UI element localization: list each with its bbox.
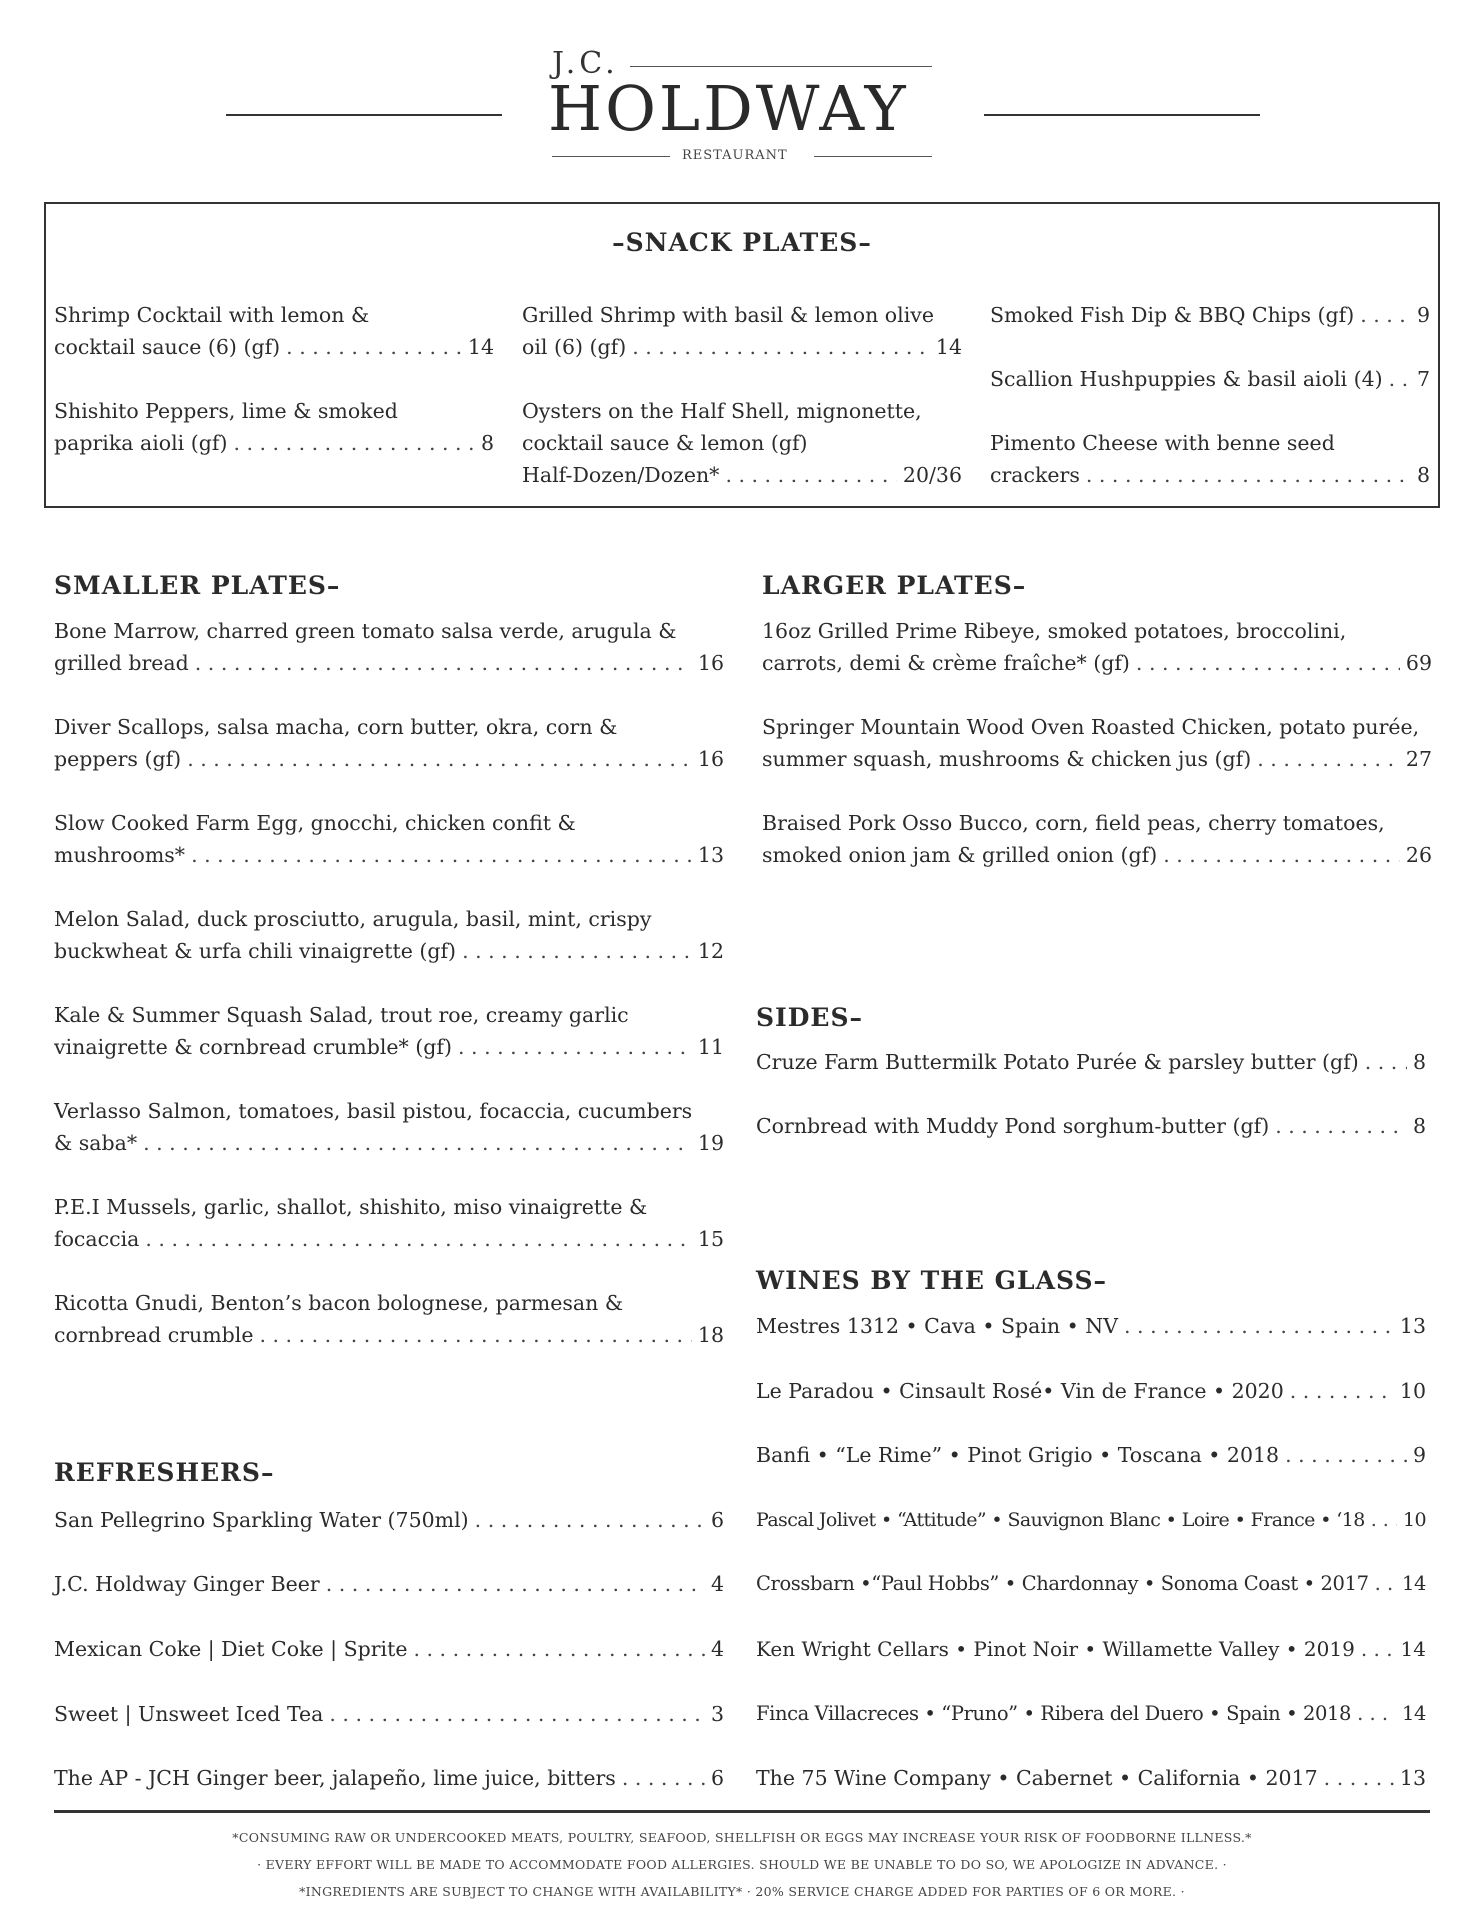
larger-plates-title: LARGER PLATES– xyxy=(762,571,1027,600)
item-price: 4 xyxy=(710,1572,724,1596)
snack-plates-title: –SNACK PLATES– xyxy=(612,228,872,257)
item-price: 6 xyxy=(710,1508,724,1532)
item-price: 9 xyxy=(1416,303,1430,327)
menu-item: The 75 Wine Company • Cabernet • California • 2017 . . . 13 xyxy=(756,1762,1426,1794)
menu-item: Crossbarn •“Paul Hobbs” • Chardonnay • Sonoma Coast • 2017 . . . 14 xyxy=(756,1568,1426,1600)
menu-item: Cornbread with Muddy Pond sorghum-butter (gf) . . . 8 xyxy=(756,1110,1426,1142)
menu-item: Verlasso Salmon, tomatoes, basil pistou, focaccia, cucumbers & saba* . . . 19 xyxy=(54,1095,724,1159)
item-price: 16 xyxy=(697,651,724,675)
menu-item: Mestres 1312 • Cava • Spain • NV . . . 13 xyxy=(756,1310,1426,1342)
footer-note-2: · EVERY EFFORT WILL BE MADE TO ACCOMMODATE FOOD ALLERGIES. SHOULD WE BE UNABLE TO DO SO, WE APOLOGIZE IN ADVANCE. · xyxy=(257,1857,1227,1872)
footer-note-1: *CONSUMING RAW OR UNDERCOOKED MEATS, POULTRY, SEAFOOD, SHELLFISH OR EGGS MAY INCREASE YOUR RISK OF FOODBORNE ILLNESS.* xyxy=(232,1830,1252,1845)
menu-item: Scallion Hushpuppies & basil aioli (4) . . . 7 xyxy=(990,363,1430,395)
smaller-plates-title: SMALLER PLATES– xyxy=(54,571,341,600)
menu-item: 16oz Grilled Prime Ribeye, smoked potatoes, broccolini, carrots, demi & crème fraîche* (gf) . . . 69 xyxy=(762,615,1432,679)
logo-name: HOLDWAY xyxy=(548,72,909,145)
menu-item: Le Paradou • Cinsault Rosé• Vin de France • 2020 . . . 10 xyxy=(756,1375,1426,1407)
item-price: 8 xyxy=(1412,1114,1426,1138)
menu-item: Finca Villacreces • “Pruno” • Ribera del Duero • Spain • 2018 . . . 14 xyxy=(756,1698,1426,1730)
menu-item: Mexican Coke | Diet Coke | Sprite . . . 4 xyxy=(54,1633,724,1665)
logo-subtitle: RESTAURANT xyxy=(682,148,788,163)
item-price: 10 xyxy=(1403,1509,1426,1531)
sides-title: SIDES– xyxy=(756,1003,864,1032)
item-price: 16 xyxy=(697,747,724,771)
footer-divider xyxy=(54,1810,1430,1813)
item-price: 8 xyxy=(480,431,494,455)
menu-item: Smoked Fish Dip & BBQ Chips (gf) . . . 9 xyxy=(990,299,1430,331)
logo-sub-left-rule xyxy=(552,156,670,157)
menu-item: Pimento Cheese with benne seed crackers . . . 8 xyxy=(990,427,1430,491)
item-price: 4 xyxy=(710,1637,724,1661)
item-price: 12 xyxy=(697,939,724,963)
menu-item: Cruze Farm Buttermilk Potato Purée & parsley butter (gf) . . . 8 xyxy=(756,1046,1426,1078)
menu-item: Shrimp Cocktail with lemon & cocktail sauce (6) (gf) . . . 14 xyxy=(54,299,494,363)
item-price: 26 xyxy=(1405,843,1432,867)
menu-item: Oysters on the Half Shell, mignonette, cocktail sauce & lemon (gf) Half-Dozen/Dozen* . . . 20/36 xyxy=(522,395,962,491)
menu-item: The AP - JCH Ginger beer, jalapeño, lime juice, bitters . . . 6 xyxy=(54,1762,724,1794)
logo-right-rule xyxy=(984,114,1260,116)
menu-item: Diver Scallops, salsa macha, corn butter, okra, corn & peppers (gf) . . . 16 xyxy=(54,711,724,775)
menu-item: J.C. Holdway Ginger Beer . . . 4 xyxy=(54,1568,724,1600)
menu-item: Melon Salad, duck prosciutto, arugula, basil, mint, crispy buckwheat & urfa chili vinaigrette (gf) . . . 12 xyxy=(54,903,724,967)
logo-top-rule xyxy=(630,66,932,67)
item-price: 6 xyxy=(710,1766,724,1790)
item-price: 14 xyxy=(935,335,962,359)
logo-sub-right-rule xyxy=(814,156,932,157)
item-price: 10 xyxy=(1399,1379,1426,1403)
item-price: 20/36 xyxy=(902,463,962,487)
refreshers-title: REFRESHERS– xyxy=(54,1458,275,1487)
menu-item: Pascal Jolivet • “Attitude” • Sauvignon Blanc • Loire • France • ‘18 . . . 10 xyxy=(756,1504,1426,1536)
menu-item: San Pellegrino Sparkling Water (750ml) . . . 6 xyxy=(54,1504,724,1536)
item-price: 13 xyxy=(1399,1766,1426,1790)
menu-item: Sweet | Unsweet Iced Tea . . . 3 xyxy=(54,1698,724,1730)
wines-title: WINES BY THE GLASS– xyxy=(756,1266,1108,1295)
menu-item: Ken Wright Cellars • Pinot Noir • Willamette Valley • 2019 . . . 14 xyxy=(756,1633,1426,1665)
menu-item: Springer Mountain Wood Oven Roasted Chicken, potato purée, summer squash, mushrooms & chicken jus (gf) . . . 27 xyxy=(762,711,1432,775)
item-price: 14 xyxy=(467,335,494,359)
item-price: 19 xyxy=(697,1131,724,1155)
item-price: 13 xyxy=(697,843,724,867)
menu-item: Banfi • “Le Rime” • Pinot Grigio • Toscana • 2018 . . . 9 xyxy=(756,1439,1426,1471)
item-price: 8 xyxy=(1416,463,1430,487)
item-price: 3 xyxy=(710,1702,724,1726)
menu-item: Shishito Peppers, lime & smoked paprika aioli (gf) . . . 8 xyxy=(54,395,494,459)
menu-item: Braised Pork Osso Bucco, corn, field peas, cherry tomatoes, smoked onion jam & grilled onion (gf) . . . 26 xyxy=(762,807,1432,871)
menu-item: P.E.I Mussels, garlic, shallot, shishito, miso vinaigrette & focaccia . . . 15 xyxy=(54,1191,724,1255)
menu-item: Kale & Summer Squash Salad, trout roe, creamy garlic vinaigrette & cornbread crumble* (gf) . . . 11 xyxy=(54,999,724,1063)
footer-note-3: *INGREDIENTS ARE SUBJECT TO CHANGE WITH AVAILABILITY* · 20% SERVICE CHARGE ADDED FOR PARTIES OF 6 OR MORE. · xyxy=(299,1884,1185,1899)
item-price: 14 xyxy=(1400,1637,1426,1661)
logo-left-rule xyxy=(226,114,502,116)
item-price: 7 xyxy=(1416,367,1430,391)
logo-initials: J.C. xyxy=(552,46,619,81)
item-price: 9 xyxy=(1412,1443,1426,1467)
item-price: 69 xyxy=(1405,651,1432,675)
menu-item: Grilled Shrimp with basil & lemon olive oil (6) (gf) . . . 14 xyxy=(522,299,962,363)
item-price: 15 xyxy=(697,1227,724,1251)
item-price: 13 xyxy=(1399,1314,1426,1338)
item-price: 11 xyxy=(697,1035,724,1059)
item-price: 18 xyxy=(697,1323,724,1347)
menu-item: Slow Cooked Farm Egg, gnocchi, chicken confit & mushrooms* . . . 13 xyxy=(54,807,724,871)
menu-item: Ricotta Gnudi, Benton’s bacon bolognese, parmesan & cornbread crumble . . . 18 xyxy=(54,1287,724,1351)
item-price: 14 xyxy=(1401,1572,1426,1595)
item-price: 27 xyxy=(1405,747,1432,771)
menu-item: Bone Marrow, charred green tomato salsa verde, arugula & grilled bread . . . 16 xyxy=(54,615,724,679)
item-price: 14 xyxy=(1401,1702,1426,1725)
item-price: 8 xyxy=(1412,1050,1426,1074)
